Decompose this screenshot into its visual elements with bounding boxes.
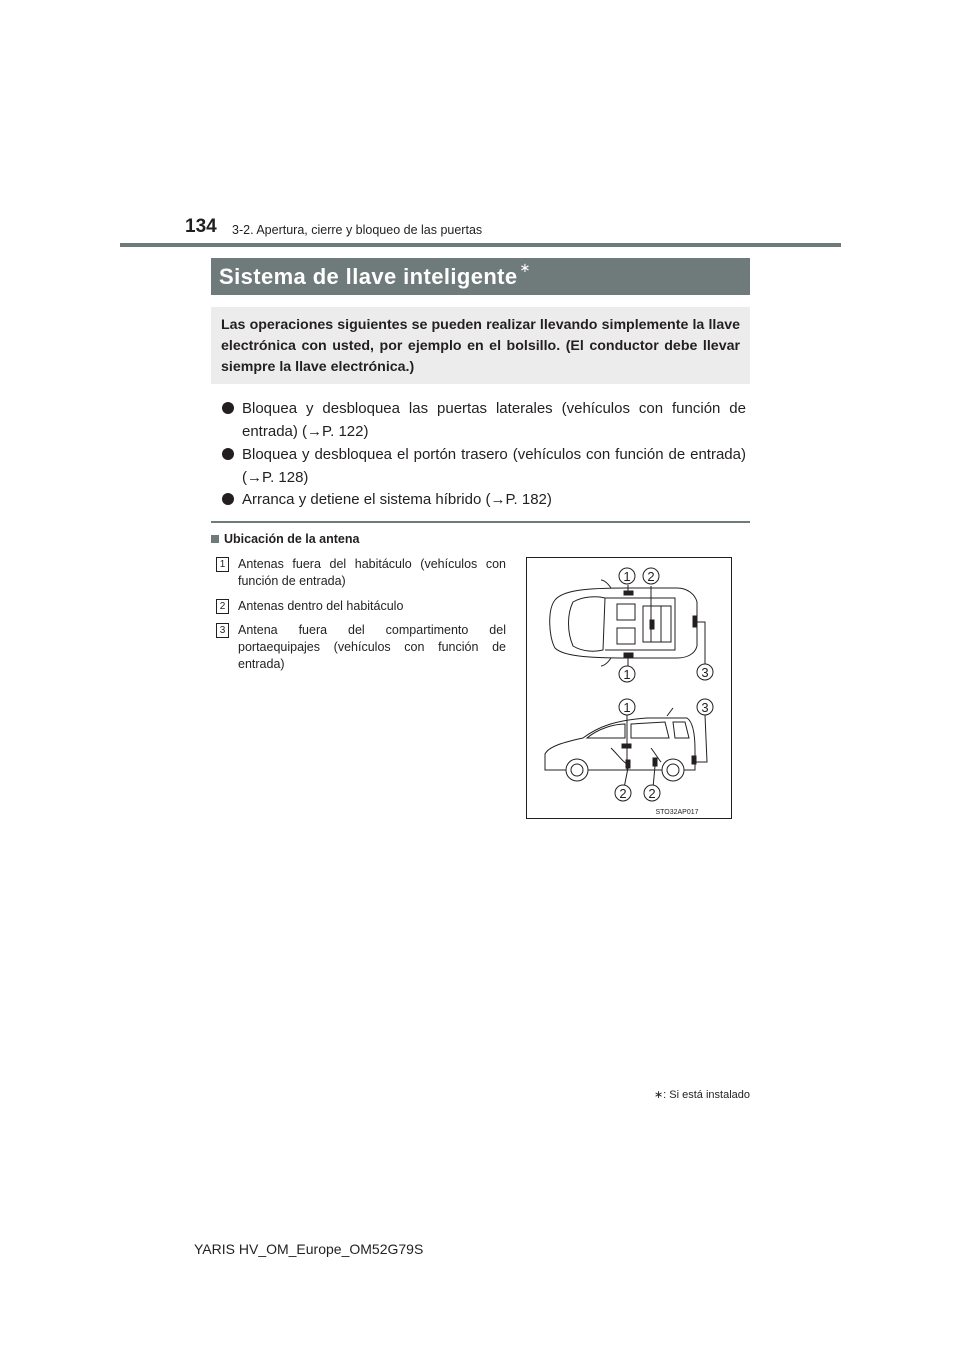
list-item: [216, 598, 506, 615]
car-diagram-svg: [527, 558, 731, 818]
item-number: 2: [216, 599, 229, 614]
callout-label: 3: [701, 700, 709, 715]
sub-heading-text: Ubicación de la antena: [224, 532, 360, 546]
callout-label: 1: [623, 700, 631, 715]
footnote: [580, 1088, 750, 1101]
intro-box: [211, 307, 750, 384]
callout-label: 3: [701, 665, 709, 680]
callout-label: 2: [647, 569, 655, 584]
callout-label: 1: [623, 569, 631, 584]
title-asterisk: ∗: [519, 259, 531, 275]
intro-text: Las operaciones siguientes se pueden realizar llevando simplemente la llave electrónica con usted, por ejemplo en el bolsillo. (El conductor debe llevar siempre la llave electrónica.): [221, 317, 740, 375]
title-bar: [211, 258, 750, 295]
bullet-item: [222, 443, 746, 489]
bullet-text: Arranca y detiene el sistema híbrido (→P. 182): [242, 491, 552, 508]
item-text: Antenas dentro del habitáculo: [238, 599, 404, 613]
bullet-dot-icon: [222, 402, 234, 414]
list-item: [216, 622, 506, 673]
header-rule: [120, 243, 841, 247]
page-title: Sistema de llave inteligente: [219, 263, 518, 289]
bullet-dot-icon: [222, 448, 234, 460]
bullet-item: [222, 397, 746, 443]
callout-label: 1: [623, 667, 631, 682]
footer-doc-id: YARIS HV_OM_Europe_OM52G79S: [194, 1241, 424, 1257]
diagram-code: STO32AP017: [655, 809, 699, 816]
callout-label: 2: [648, 786, 656, 801]
section-header: 3-2. Apertura, cierre y bloqueo de las puertas: [232, 223, 483, 237]
item-text: Antena fuera del compartimento del portaequipajes (vehículos con función de entrada): [238, 623, 506, 671]
callout-label: 2: [619, 786, 627, 801]
footnote-asterisk: ∗: [653, 1089, 664, 1101]
list-item: [216, 556, 506, 590]
item-text: Antenas fuera del habitáculo (vehículos con función de entrada): [238, 557, 506, 588]
bullet-item: [222, 488, 746, 511]
footnote-text: : Si está instalado: [663, 1089, 750, 1101]
car-top-view: [550, 580, 697, 666]
bullet-text: Bloquea y desbloquea el portón trasero (vehículos con función de entrada) (→P. 128): [242, 446, 746, 486]
section-divider: [211, 521, 750, 523]
sub-heading: [211, 532, 359, 546]
item-number: 1: [216, 557, 229, 572]
item-number: 3: [216, 623, 229, 638]
square-bullet-icon: [211, 535, 219, 543]
page-number: 134: [185, 216, 217, 237]
car-side-view: [545, 708, 696, 781]
antenna-diagram: [526, 557, 732, 819]
bullet-text: Bloquea y desbloquea las puertas laterales (vehículos con función de entrada) (→P. 122): [242, 400, 746, 440]
bullet-dot-icon: [222, 493, 234, 505]
